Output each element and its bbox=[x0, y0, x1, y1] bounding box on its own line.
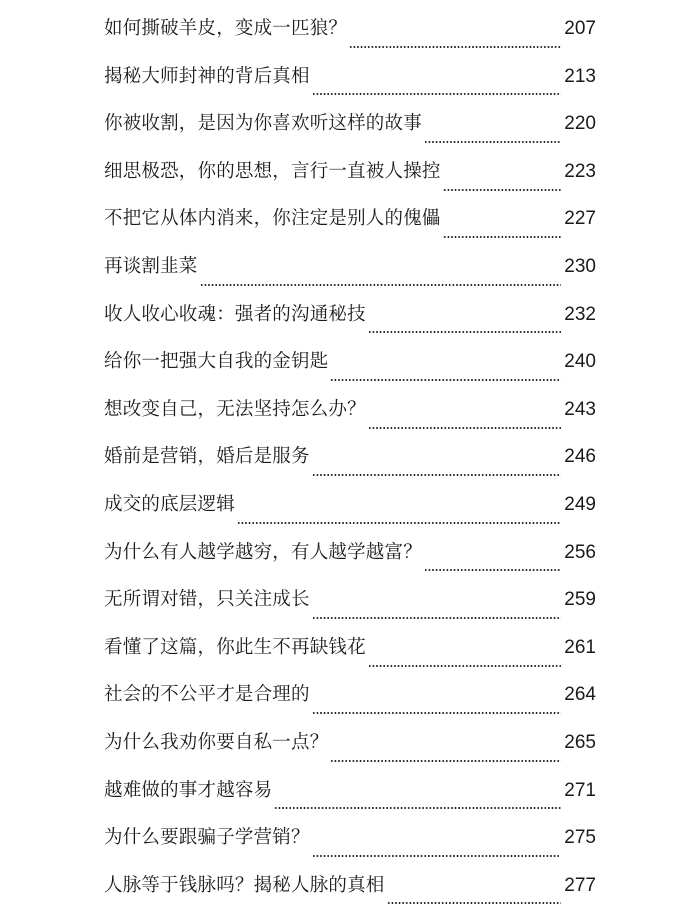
toc-entry[interactable] bbox=[104, 585, 596, 633]
toc-entry[interactable] bbox=[104, 252, 596, 300]
toc-entry-title: 给你一把强大自我的金钥匙 bbox=[104, 351, 329, 373]
toc-dot-leader bbox=[368, 331, 561, 333]
toc-page-number: 230 bbox=[564, 255, 596, 277]
toc-dot-leader bbox=[443, 189, 562, 191]
toc-page-number: 264 bbox=[564, 684, 596, 706]
toc-entry[interactable] bbox=[104, 442, 596, 490]
toc-dot-leader bbox=[312, 474, 562, 476]
toc-page-number: 249 bbox=[564, 493, 596, 515]
toc-dot-leader bbox=[274, 807, 561, 809]
toc-entry-title: 无所谓对错，只关注成长 bbox=[104, 589, 310, 611]
toc-entry-title: 成交的底层逻辑 bbox=[104, 493, 235, 515]
toc-entry-title: 揭秘大师封神的背后真相 bbox=[104, 65, 310, 87]
toc-entry-title: 婚前是营销，婚后是服务 bbox=[104, 446, 310, 468]
toc-entry[interactable] bbox=[104, 109, 596, 157]
toc-page-number: 207 bbox=[564, 18, 596, 39]
table-of-contents bbox=[104, 14, 596, 918]
toc-entry[interactable] bbox=[104, 14, 596, 62]
toc-entry[interactable] bbox=[104, 62, 596, 110]
toc-dot-leader bbox=[368, 427, 561, 429]
toc-dot-leader bbox=[312, 93, 562, 95]
toc-entry[interactable] bbox=[104, 347, 596, 395]
toc-page-number: 227 bbox=[564, 208, 596, 230]
toc-entry-title: 为什么我劝你要自私一点？ bbox=[104, 731, 329, 753]
toc-page-number: 259 bbox=[564, 589, 596, 611]
toc-entry-title: 再谈割韭菜 bbox=[104, 255, 198, 277]
toc-entry[interactable] bbox=[104, 728, 596, 776]
toc-dot-leader bbox=[312, 855, 562, 857]
toc-page-number: 271 bbox=[564, 779, 596, 801]
toc-page-number: 275 bbox=[564, 827, 596, 849]
toc-page-number: 277 bbox=[564, 874, 596, 896]
toc-entry-title: 细思极恐，你的思想，言行一直被人操控 bbox=[104, 160, 441, 182]
toc-dot-leader bbox=[330, 760, 561, 762]
toc-dot-leader bbox=[312, 617, 562, 619]
toc-page-number: 265 bbox=[564, 731, 596, 753]
toc-entry[interactable] bbox=[104, 538, 596, 586]
toc-entry[interactable] bbox=[104, 680, 596, 728]
toc-page-number: 223 bbox=[564, 160, 596, 182]
toc-entry-title: 越难做的事才越容易 bbox=[104, 779, 273, 801]
toc-entry-title: 人脉等于钱脉吗？揭秘人脉的真相 bbox=[104, 874, 385, 896]
toc-dot-leader bbox=[330, 379, 561, 381]
toc-entry[interactable] bbox=[104, 300, 596, 348]
toc-page-number: 213 bbox=[564, 65, 596, 87]
toc-entry-title: 不把它从体内消来，你注定是别人的傀儡 bbox=[104, 208, 441, 230]
toc-entry[interactable] bbox=[104, 776, 596, 824]
toc-page-number: 220 bbox=[564, 113, 596, 135]
toc-entry-title: 社会的不公平才是合理的 bbox=[104, 684, 310, 706]
toc-entry-title: 为什么有人越学越穷，有人越学越富？ bbox=[104, 541, 422, 563]
toc-dot-leader bbox=[200, 284, 562, 286]
toc-entry-title: 为什么要跟骗子学营销？ bbox=[104, 827, 310, 849]
toc-page-number: 232 bbox=[564, 303, 596, 325]
toc-page-number: 256 bbox=[564, 541, 596, 563]
toc-entry[interactable] bbox=[104, 490, 596, 538]
toc-dot-leader bbox=[424, 569, 561, 571]
toc-page-number: 261 bbox=[564, 636, 596, 658]
toc-page-number: 240 bbox=[564, 351, 596, 373]
toc-entry-title: 想改变自己，无法坚持怎么办？ bbox=[104, 398, 366, 420]
toc-dot-leader bbox=[443, 236, 562, 238]
toc-entry-title: 你被收割，是因为你喜欢听这样的故事 bbox=[104, 113, 422, 135]
toc-page-number: 246 bbox=[564, 446, 596, 468]
toc-page-number: 243 bbox=[564, 398, 596, 420]
toc-entry[interactable] bbox=[104, 823, 596, 871]
toc-entry[interactable] bbox=[104, 395, 596, 443]
toc-dot-leader bbox=[349, 46, 561, 48]
toc-dot-leader bbox=[237, 522, 561, 524]
toc-entry[interactable] bbox=[104, 633, 596, 681]
toc-dot-leader bbox=[368, 665, 561, 667]
toc-entry[interactable] bbox=[104, 157, 596, 205]
toc-dot-leader bbox=[424, 141, 561, 143]
toc-dot-leader bbox=[312, 712, 562, 714]
toc-entry-title: 收人收心收魂：强者的沟通秘技 bbox=[104, 303, 366, 325]
toc-entry-title: 如何撕破羊皮，变成一匹狼？ bbox=[104, 18, 348, 39]
toc-dot-leader bbox=[387, 902, 562, 904]
toc-entry[interactable] bbox=[104, 871, 596, 919]
toc-entry-title: 看懂了这篇，你此生不再缺钱花 bbox=[104, 636, 366, 658]
toc-entry[interactable] bbox=[104, 204, 596, 252]
